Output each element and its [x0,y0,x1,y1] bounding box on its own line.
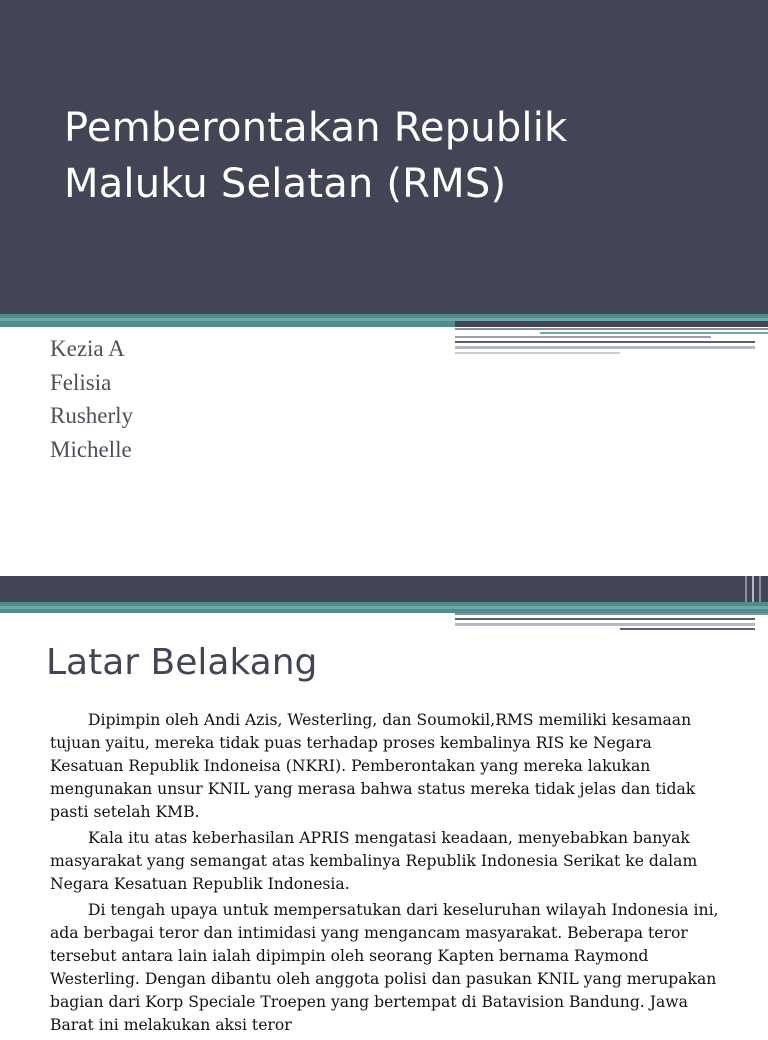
author-list [50,332,133,466]
paragraph: Kala itu atas keberhasilan APRIS mengatasi keadaan, menyebabkan banyak masyarakat yang semangat atas kembalinya Republik Indonesia Serikat ke dalam Negara Kesatuan Republik Indonesia. [50,829,698,893]
author-name: Felisia [50,369,112,395]
content-slide [0,576,768,1034]
teal-band-highlight [0,606,768,609]
body-text [50,709,730,1040]
slide-title [64,100,754,212]
paragraph: Di tengah upaya untuk mempersatukan dari keseluruhan wilayah Indonesia ini, ada berbagai teror dan intimidasi yang mengancam masyarakat. Beberapa teror tersebut antara lain ialah dipimpin oleh seorang Kapten bernama Raymond Westerling. Dengan dibantu oleh anggota polisi dan pasukan KNIL yang merupakan bagian dari Korp Speciale Troepen yang bertempat di Batavision Bandung. Jawa Barat ini melakukan aksi teror [50,901,719,1034]
author-name: Rusherly [50,403,134,428]
author-name: Kezia A [50,336,125,361]
title-line-2: Maluku Selatan (RMS) [64,161,507,207]
author-name: Michelle [50,436,132,462]
section-heading: Latar Belakang [46,642,318,683]
slide-top-band [0,576,768,602]
paragraph: Dipimpin oleh Andi Azis, Westerling, dan Soumokil,RMS memiliki kesamaan tujuan yaitu, mereka tidak puas terhadap proses kembalinya RIS ke Negara Kesatuan Republik Indoneisa (NKRI). Pemberontakan yang mereka lakukan mengunakan unsur KNIL yang merasa bahwa status mereka tidak jelas dan tidak pasti setelah KMB. [50,711,696,821]
title-line-1: Pemberontakan Republik [64,105,568,151]
